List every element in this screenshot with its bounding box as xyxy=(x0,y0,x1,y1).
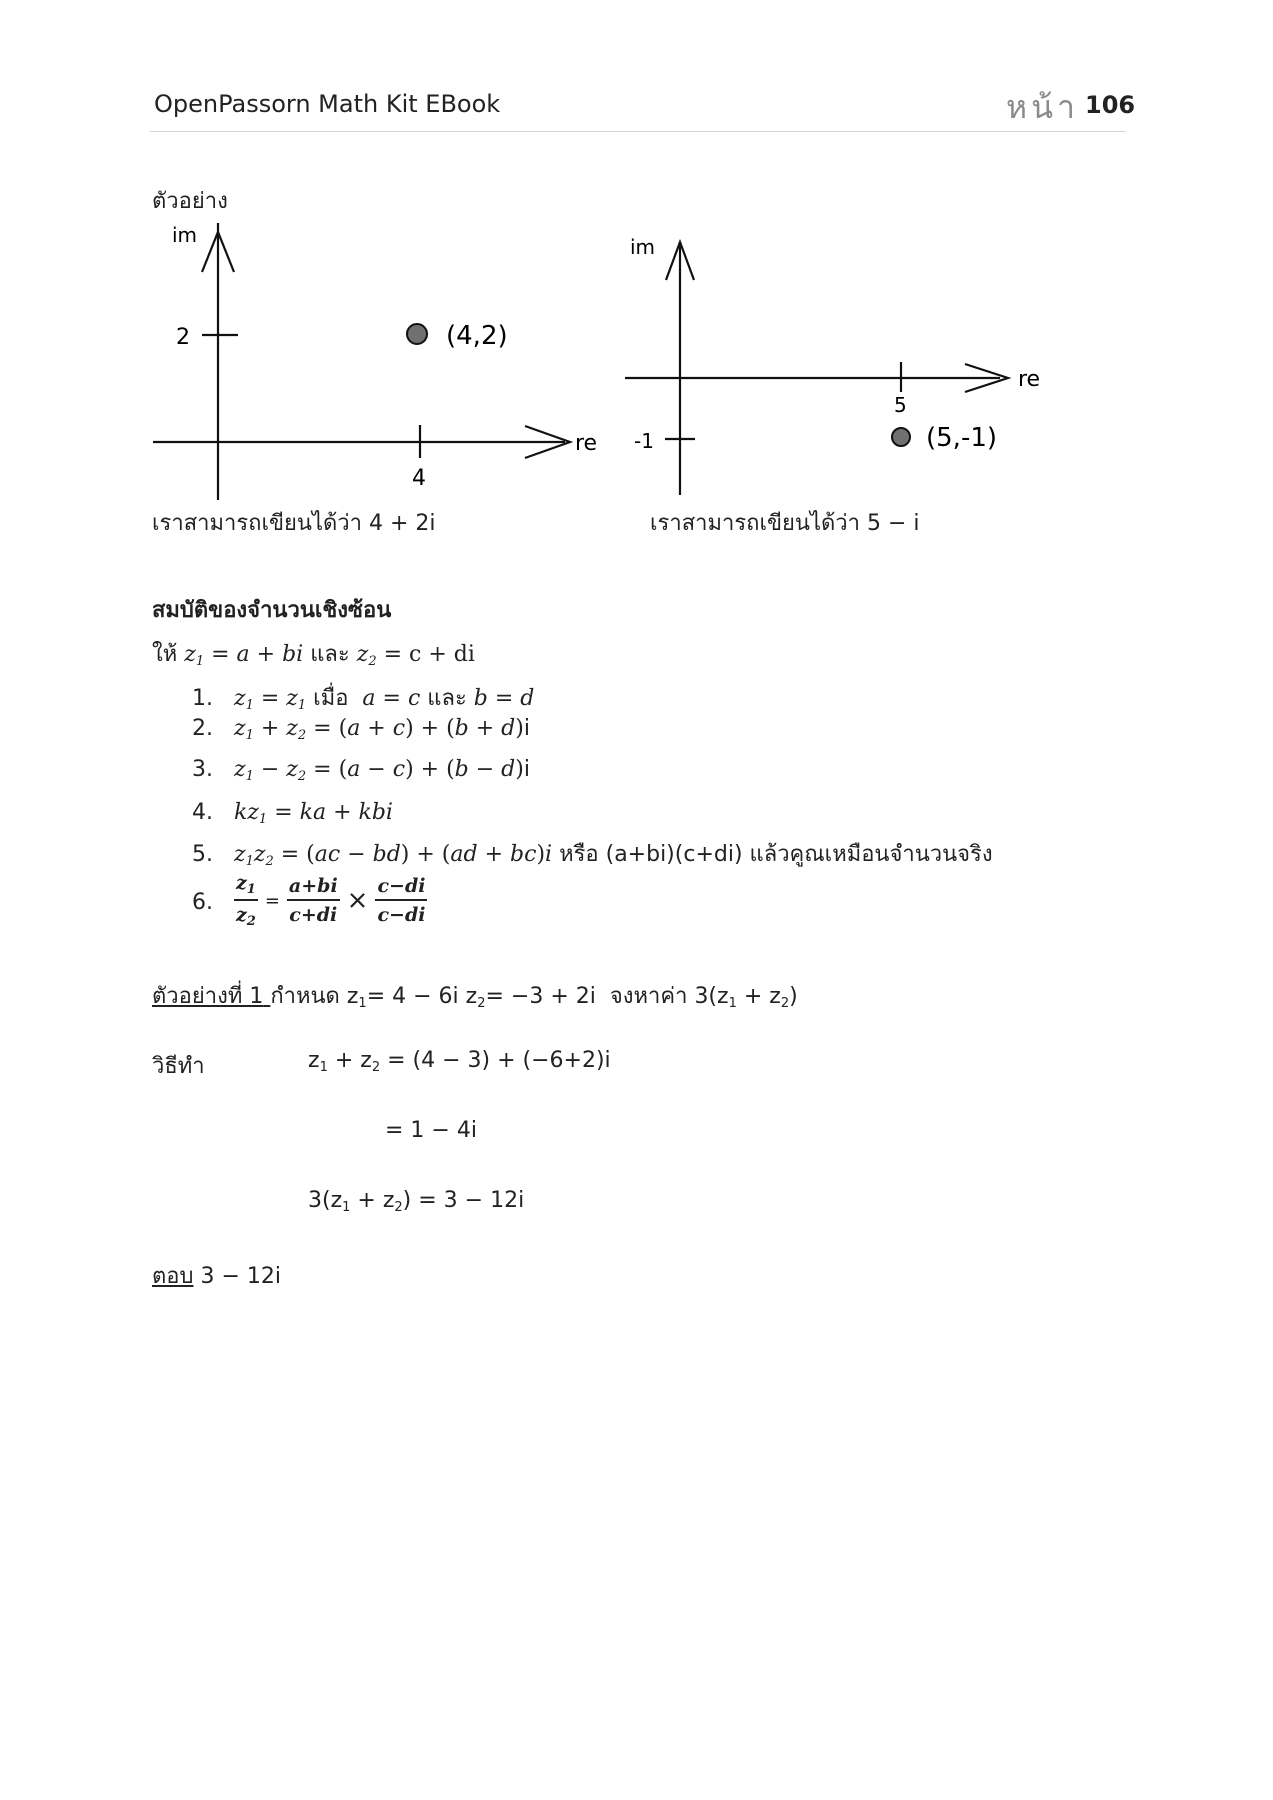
x-axis-label: re xyxy=(1018,367,1041,392)
header-title: OpenPassorn Math Kit EBook xyxy=(154,90,501,118)
example-label: ตัวอย่าง xyxy=(152,189,228,214)
point-marker xyxy=(892,428,910,446)
item5-note: (a+bi)(c+di) แล้วคูณเหมือนจำนวนจริง xyxy=(605,842,993,867)
and-word: และ xyxy=(310,642,350,667)
fraction-conjugate: $\frac{c-di}{c-di}$ xyxy=(377,875,426,926)
x-axis-label: re xyxy=(575,431,598,456)
property-item-4: 4. $kz_1$ = ka + kbi xyxy=(192,800,393,827)
when-word: เมื่อ xyxy=(313,686,349,711)
solution-step-1: $z_1 + z_2 = (4 - 3) + (-6+2)i$ xyxy=(308,1048,611,1075)
answer-line xyxy=(152,1258,281,1293)
property-item-2: 2. $z_1 + z_2 = (a + c) + (b + d)i$ xyxy=(192,716,530,743)
argand-diagram-1 xyxy=(150,220,598,500)
example1-line: ตัวอย่างที่ 1 กำหนด $z_1= 4 - 6i$ $z_2= -3 + 2i$ จงหาค่า $3(z_1 + z_2)$ xyxy=(152,984,798,1011)
y-axis-label: im xyxy=(172,223,198,247)
property-item-6: 6. $\frac{z_1}{z_2}$ = $\frac{a+bi}{c+di}$ × $\frac{c-di}{c-di}$ xyxy=(192,872,426,929)
x-tick-label: 5 xyxy=(894,393,907,417)
properties-heading: สมบัติของจำนวนเชิงซ้อน xyxy=(152,598,392,623)
y-tick-label: 2 xyxy=(176,325,190,350)
argand-diagram-2 xyxy=(620,220,1060,500)
solution-step-2: = 1 − 4i xyxy=(385,1118,477,1143)
point-marker xyxy=(407,324,427,344)
example1-given: กำหนด xyxy=(270,984,340,1009)
graph1-caption: เราสามารถเขียนได้ว่า 4 + 2i xyxy=(152,511,436,536)
header-divider xyxy=(150,131,1126,132)
given-line: ให้ $z_1 = a$ + bi และ $z_2 = c$ + di xyxy=(152,642,475,669)
solution-step-3: $3(z_1 + z_2) = 3 - 12i$ xyxy=(308,1188,525,1215)
example1-find: จงหาค่า xyxy=(609,984,688,1009)
or-word: หรือ xyxy=(559,842,599,867)
property-item-3: 3. $z_1 - z_2 = (a - c) + (b - d)i$ xyxy=(192,757,530,784)
example1-label: ตัวอย่างที่ 1 xyxy=(152,984,264,1009)
fraction-z1-over-z2: $\frac{z_1}{z_2}$ xyxy=(235,872,256,929)
point-label: (5,-1) xyxy=(926,423,998,453)
y-axis-label: im xyxy=(630,235,656,259)
method-label: วิธีทำ xyxy=(152,1054,205,1079)
y-tick-label: -1 xyxy=(634,429,654,453)
property-item-5: 5. $z_1z_2 = (ac - bd) + (ad + bc)i$ หรือ (a+bi)(c+di) แล้วคูณเหมือนจำนวนจริง xyxy=(192,842,993,869)
x-tick-label: 4 xyxy=(412,466,426,491)
header-page-number: 106 xyxy=(1085,91,1136,119)
given-prefix: ให้ xyxy=(152,642,178,667)
graph2-caption: เราสามารถเขียนได้ว่า 5 − i xyxy=(650,511,920,536)
header-page-word: หน้า xyxy=(1006,88,1079,126)
answer-value: 3 − 12i xyxy=(200,1264,281,1289)
answer-label: ตอบ xyxy=(152,1264,194,1289)
point-label: (4,2) xyxy=(446,321,508,351)
fraction-a-bi-over-c-di: $\frac{a+bi}{c+di}$ xyxy=(288,875,338,926)
property-item-1: 1. $z_1 = z_1$ เมื่อ a = c และ b = d xyxy=(192,686,535,713)
